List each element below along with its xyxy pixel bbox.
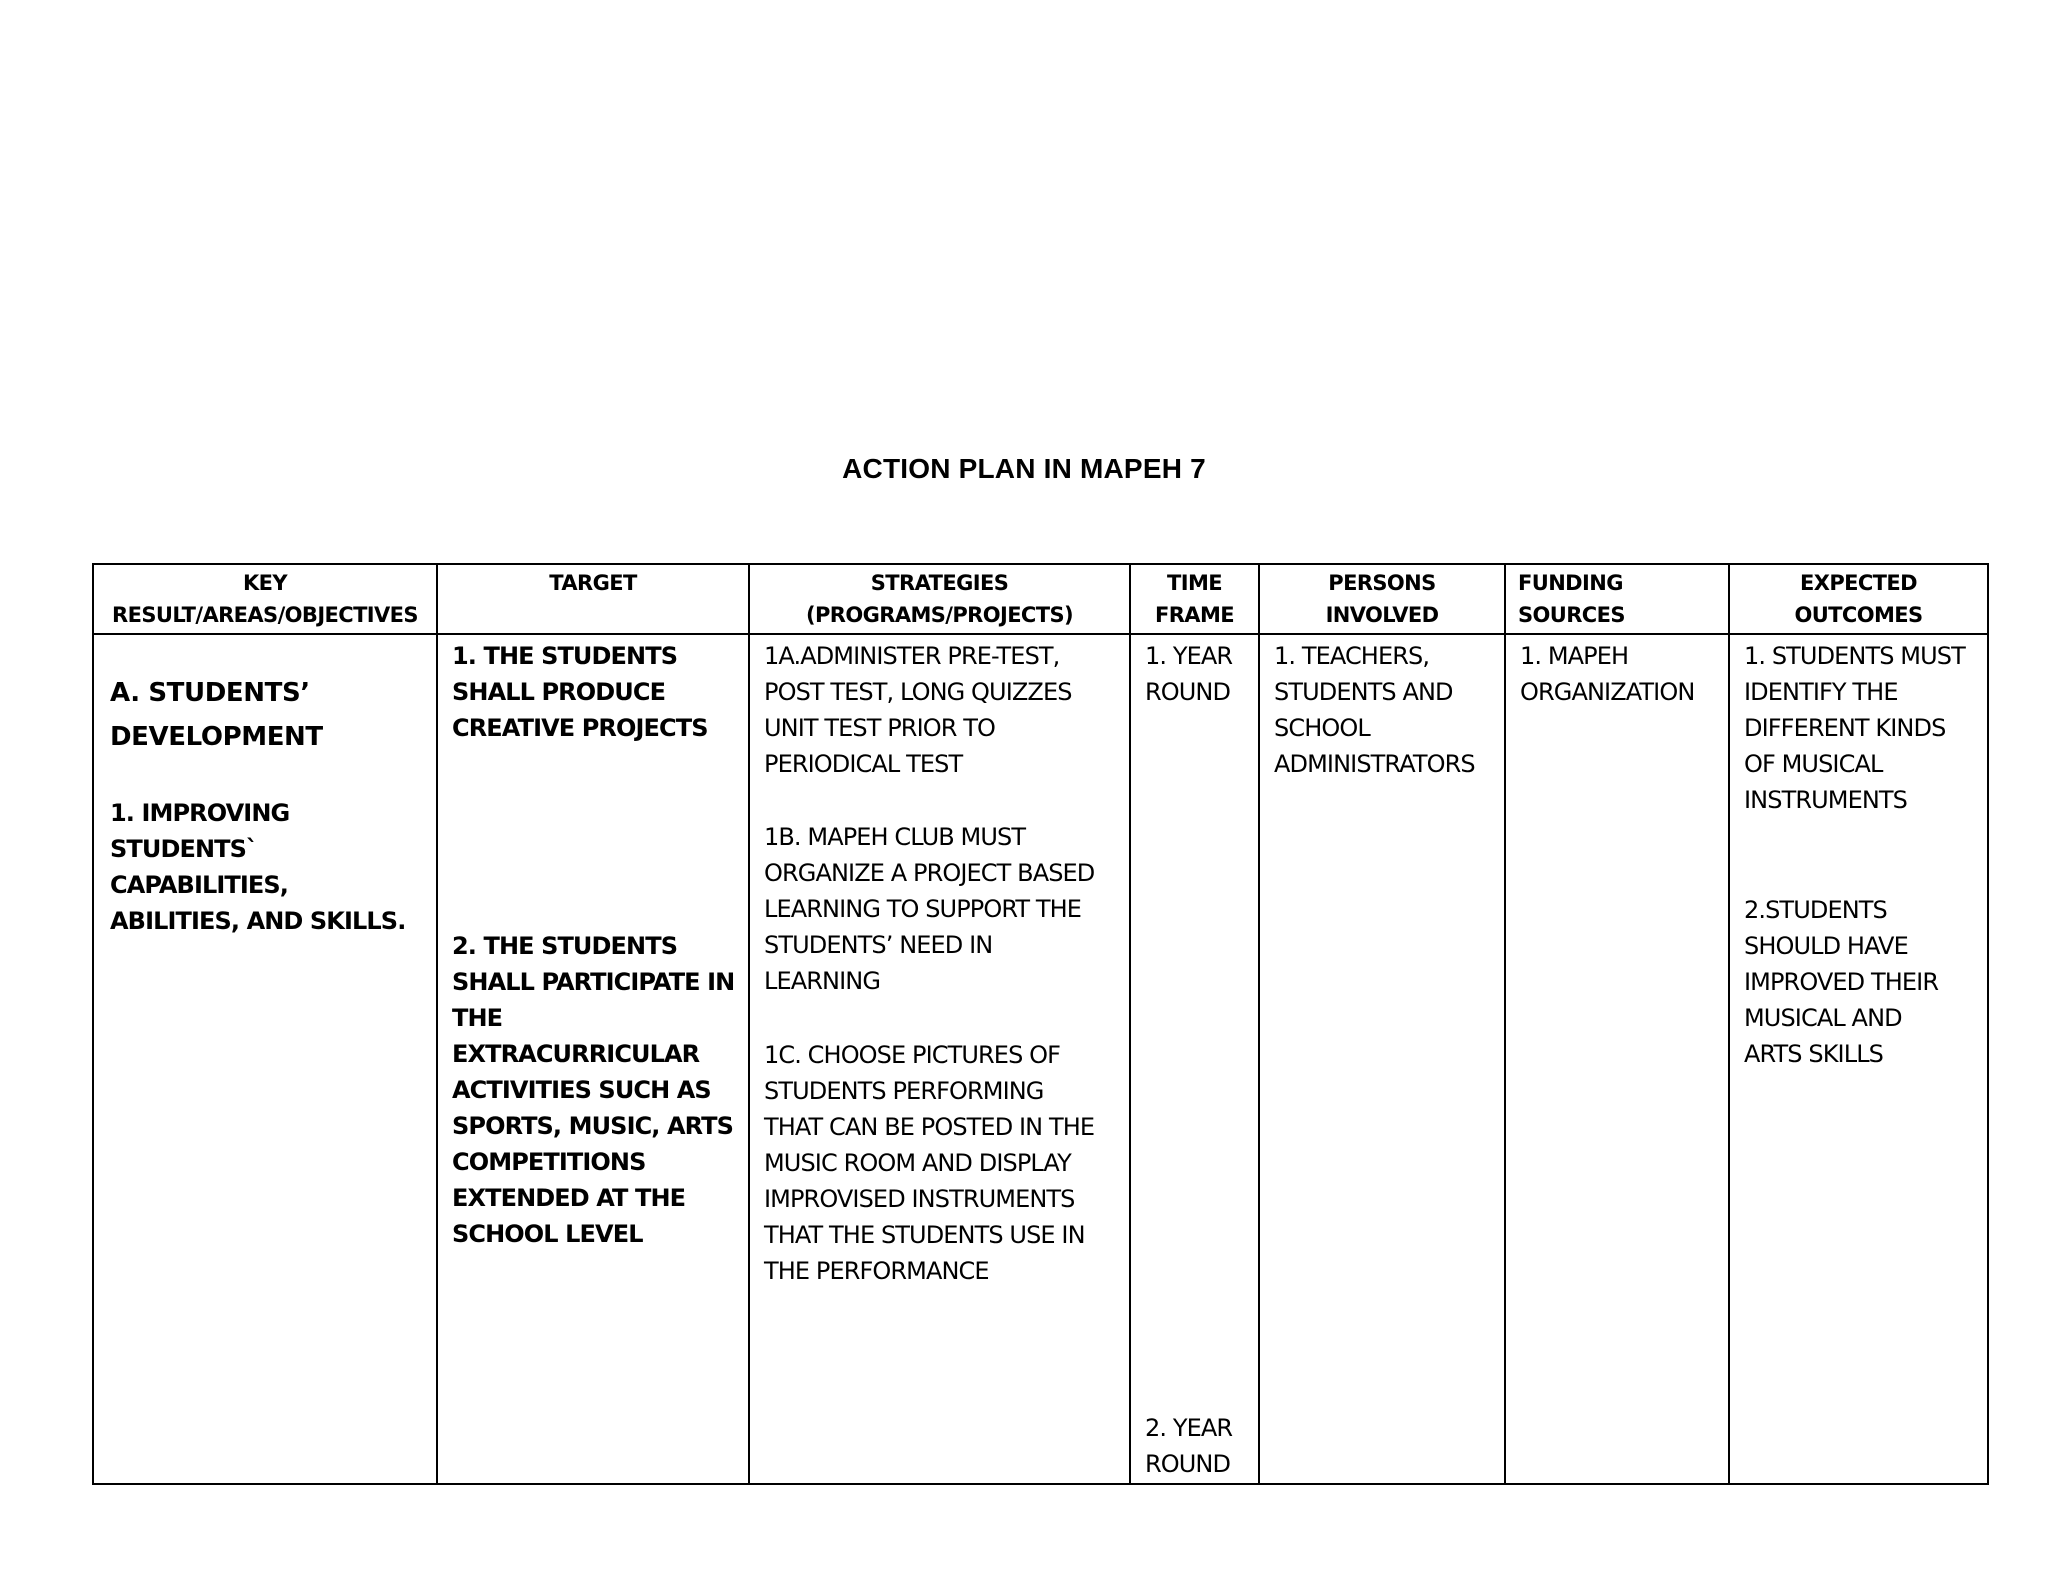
header-persons-involved: PERSONS INVOLVED: [1259, 564, 1505, 634]
strategy-1a: 1A.ADMINISTER PRE-TEST, POST TEST, LONG QUIZZES UNIT TEST PRIOR TO PERIODICAL TEST: [764, 642, 1072, 778]
persons-involved-cell: [1259, 634, 1505, 1484]
header-strategies: STRATEGIES (PROGRAMS/PROJECTS): [749, 564, 1130, 634]
header-target: TARGET: [437, 564, 749, 634]
header-time-frame: TIME FRAME: [1130, 564, 1259, 634]
strategy-1c: 1C. CHOOSE PICTURES OF STUDENTS PERFORMING THAT CAN BE POSTED IN THE MUSIC ROOM AND DISPLAY IMPROVISED INSTRUMENTS THAT THE STUDENTS USE IN THE PERFORMANCE: [764, 1041, 1095, 1285]
target-cell: [437, 634, 749, 1484]
key-objective: 1. IMPROVING STUDENTS` CAPABILITIES, ABILITIES, AND SKILLS.: [110, 799, 406, 935]
key-result-cell: [93, 634, 437, 1484]
target-2: 2. THE STUDENTS SHALL PARTICIPATE IN THE EXTRACURRICULAR ACTIVITIES SUCH AS SPORTS, MUSIC, ARTS COMPETITIONS EXTENDED AT THE SCHOOL LEVEL: [452, 932, 735, 1248]
time-frame-2: 2. YEAR ROUND: [1145, 1414, 1233, 1478]
persons-involved: 1. TEACHERS, STUDENTS AND SCHOOL ADMINISTRATORS: [1274, 642, 1475, 778]
header-expected-outcomes: EXPECTED OUTCOMES: [1729, 564, 1988, 634]
header-row: [93, 564, 1988, 634]
header-funding-sources: FUNDING SOURCES: [1505, 564, 1729, 634]
key-heading: A. STUDENTS’ DEVELOPMENT: [110, 678, 323, 752]
page-title: ACTION PLAN IN MAPEH 7: [842, 453, 1206, 484]
expected-outcomes-cell: [1729, 634, 1988, 1484]
strategy-1b: 1B. MAPEH CLUB MUST ORGANIZE A PROJECT BASED LEARNING TO SUPPORT THE STUDENTS’ NEED IN LEARNING: [764, 823, 1095, 995]
target-1: 1. THE STUDENTS SHALL PRODUCE CREATIVE PROJECTS: [452, 642, 708, 742]
funding-sources-cell: [1505, 634, 1729, 1484]
outcome-1: 1. STUDENTS MUST IDENTIFY THE DIFFERENT KINDS OF MUSICAL INSTRUMENTS: [1744, 642, 1965, 814]
header-key-result-areas-objectives: KEY RESULT/AREAS/OBJECTIVES: [93, 564, 437, 634]
time-frame-cell: [1130, 634, 1259, 1484]
funding-sources: 1. MAPEH ORGANIZATION: [1520, 642, 1695, 706]
action-plan-table: [92, 563, 1989, 1485]
strategies-cell: [749, 634, 1130, 1484]
table-row: [93, 634, 1988, 1484]
outcome-2: 2.STUDENTS SHOULD HAVE IMPROVED THEIR MUSICAL AND ARTS SKILLS: [1744, 896, 1939, 1068]
time-frame-1: 1. YEAR ROUND: [1145, 642, 1233, 706]
